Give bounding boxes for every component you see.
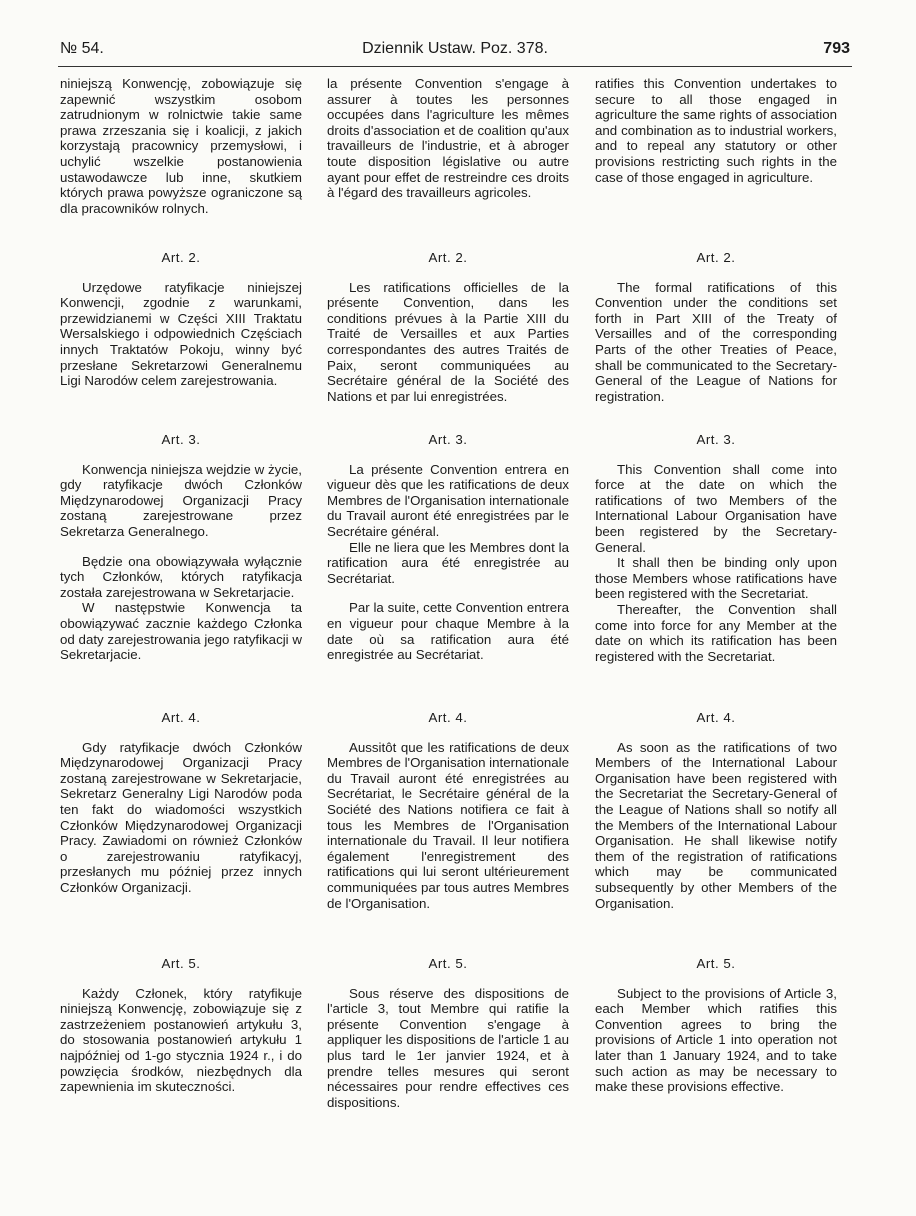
art2-title: Art. 2.: [428, 250, 468, 265]
header-rule: [58, 66, 852, 67]
art3-paragraph-1: La présente Convention entrera en vigueur dès que les ratifications de deux Membres de l'Organisation internationale du Travail auront été enregistrées par le Secrétaire général.: [327, 461, 570, 539]
journal-title: Dziennik Ustaw. Poz. 378.: [362, 40, 548, 57]
art3-block: [60, 432, 302, 663]
art3-block: [327, 432, 569, 663]
art3-title: Art. 3.: [161, 432, 201, 447]
art2-title: Art. 2.: [696, 250, 736, 265]
art5-title: Art. 5.: [428, 956, 468, 971]
issue-number: № 54.: [60, 40, 104, 57]
art2-title: Art. 2.: [161, 250, 201, 265]
art4-paragraph: As soon as the ratifications of two Members of the International Labour Organisation have been registered with the Secretariat the Secretary-General of the League of Nations shall so notify all the Members of the International Labour Organisation. He shall likewise notify them of the registration of ratifications which may be communicated subsequently by other Members of the Organisation.: [595, 739, 837, 911]
art3-title: Art. 3.: [428, 432, 468, 447]
art2-block: [60, 250, 302, 389]
art4-block: [327, 710, 569, 911]
art4-paragraph: Aussitôt que les ratifications de deux Membres de l'Organisation internationale du Travail auront été enregistrées au Secrétariat, le Secrétaire général de la Société des Nations notifiera ce fait à tous les Membres de l'Organisation internationale du Travail. Il leur notifiera également l'enregistrement des ratifications qui lui seront ultérieurement communiquées par tous autres Membres de l'Organisation.: [327, 739, 570, 911]
art5-block: [60, 956, 302, 1095]
art5-paragraph: Każdy Członek, który ratyfikuje niniejszą Konwencję, zobowiązuje się z zastrzeżeniem postanowień artykułu 3, do stosowania postanowień artykułu 1 najpóźniej od 1-go stycznia 1924 r., i do powzięcia środków, niezbędnych dla zapewnienia im skuteczności.: [60, 985, 302, 1095]
intro-block: [327, 76, 569, 201]
art4-title: Art. 4.: [161, 710, 201, 725]
art4-block: [60, 710, 302, 896]
art3-paragraph-3: Thereafter, the Convention shall come into force for any Member at the date on which its ratification has been registered with the Secretariat.: [595, 601, 837, 664]
art3-paragraph-1: This Convention shall come into force at the date on which the ratifications of two Members of the International Labour Organisation have been registered by the Secretary-General.: [595, 461, 837, 555]
art3-paragraph-3: Par la suite, cette Convention entrera en vigueur pour chaque Membre à la date où sa ratification aura été enregistrée au Secrétariat.: [327, 600, 569, 663]
art3-paragraph-2: Będzie ona obowiązywała wyłącznie tych Członków, których ratyfikacja została zarejestrowana w Sekretarjacie.: [60, 553, 302, 600]
art3-paragraph-2: Elle ne liera que les Membres dont la ratification aura été enregistrée au Secrétariat.: [327, 539, 569, 586]
art3-block: [595, 432, 837, 664]
art2-block: [327, 250, 569, 404]
intro-block: [595, 76, 837, 185]
art3-paragraph-3: W następstwie Konwencja ta obowiązywać zacznie każdego Członka od daty zarejestrowania jego ratyfikacji w Sekretarjacie.: [60, 600, 302, 663]
art2-block: [595, 250, 837, 404]
art2-paragraph: Urzędowe ratyfikacje niniejszej Konwencji, zgodnie z warunkami, przewidzianemi w Części XIII Traktatu Wersalskiego i odpowiednich Częściach innych Traktatów Pokoju, winny być przesłane Sekretarzowi Generalnemu Ligi Narodów celem zarejestrowania.: [60, 279, 302, 389]
art5-block: [595, 956, 837, 1095]
art2-paragraph: The formal ratifications of this Convention under the conditions set forth in Part XIII of the Treaty of Versailles and of the corresponding Parts of the other Treaties of Peace, shall be communicated to the Secretary-General of the League of Nations for registration.: [595, 279, 837, 404]
art5-paragraph: Subject to the provisions of Article 3, each Member which ratifies this Convention agrees to bring the provisions of Article 1 into operation not later than 1 January 1924, and to take such action as may be necessary to make these provisions effective.: [595, 985, 837, 1095]
art2-paragraph: Les ratifications officielles de la présente Convention, dans les conditions prévues à la Partie XIII du Traité de Versailles et aux Parties correspondantes des autres Traités de Paix, seront communiquées au Secrétaire général de la Société des Nations et par lui enregistrées.: [327, 279, 569, 404]
intro-block: [60, 76, 302, 216]
page-header: [60, 40, 850, 64]
art4-paragraph: Gdy ratyfikacje dwóch Członków Międzynarodowej Organizacji Pracy zostaną zarejestrowane w Sekretarjacie, Sekretarz Generalny Ligi Narodów poda ten fakt do wiadomości wszystkich Członków Międzynarodowej Organizacji Pracy. Zawiadomi on również Członków o zarejestrowaniu ratyfikacyj, przesłanych mu później przez innych Członków Organizacji.: [60, 739, 302, 895]
art5-block: [327, 956, 569, 1110]
art5-paragraph: Sous réserve des dispositions de l'article 3, tout Membre qui ratifie la présente Convention s'engage à appliquer les dispositions de l'article 1 au plus tard le 1er janvier 1924, et à prendre telles mesures qui seront nécessaires pour rendre effectives ces dispositions.: [327, 985, 569, 1110]
art3-paragraph-1: Konwencja niniejsza wejdzie w życie, gdy ratyfikacje dwóch Członków Międzynarodowej Organizacji Pracy zostaną zarejestrowane przez Sekretarza Generalnego.: [60, 461, 302, 539]
art5-title: Art. 5.: [161, 956, 201, 971]
art3-paragraph-2: It shall then be binding only upon those Members whose ratifications have been registered with the Secretariat.: [595, 555, 837, 602]
intro-paragraph: niniejszą Konwencję, zobowiązuje się zapewnić wszystkim osobom zatrudnionym w rolnictwie takie same prawa zrzeszania się i koalicji, z jakich korzystają pracownicy przemysłowi, i uchylić wszelkie postanowienia ustawodawcze lub inne, skutkiem których prawa powyższe ograniczone są dla pracowników rolnych.: [60, 76, 302, 216]
intro-paragraph: la présente Convention s'engage à assurer à toutes les personnes occupées dans l'agriculture les mêmes droits d'association et de coalition qu'aux travailleurs de l'industrie, et à abroger toute disposition législative ou autre ayant pour effet de restreindre ces droits à l'égard des travailleurs agricoles.: [327, 76, 569, 201]
art5-title: Art. 5.: [696, 956, 736, 971]
page-number: 793: [823, 40, 850, 57]
art4-block: [595, 710, 837, 911]
art4-title: Art. 4.: [428, 710, 468, 725]
intro-paragraph: ratifies this Convention undertakes to secure to all those engaged in agriculture the same rights of association and combination as to industrial workers, and to repeal any statutory or other provisions restricting such rights in the case of those engaged in agriculture.: [595, 76, 837, 185]
art4-title: Art. 4.: [696, 710, 736, 725]
art3-title: Art. 3.: [696, 432, 736, 447]
